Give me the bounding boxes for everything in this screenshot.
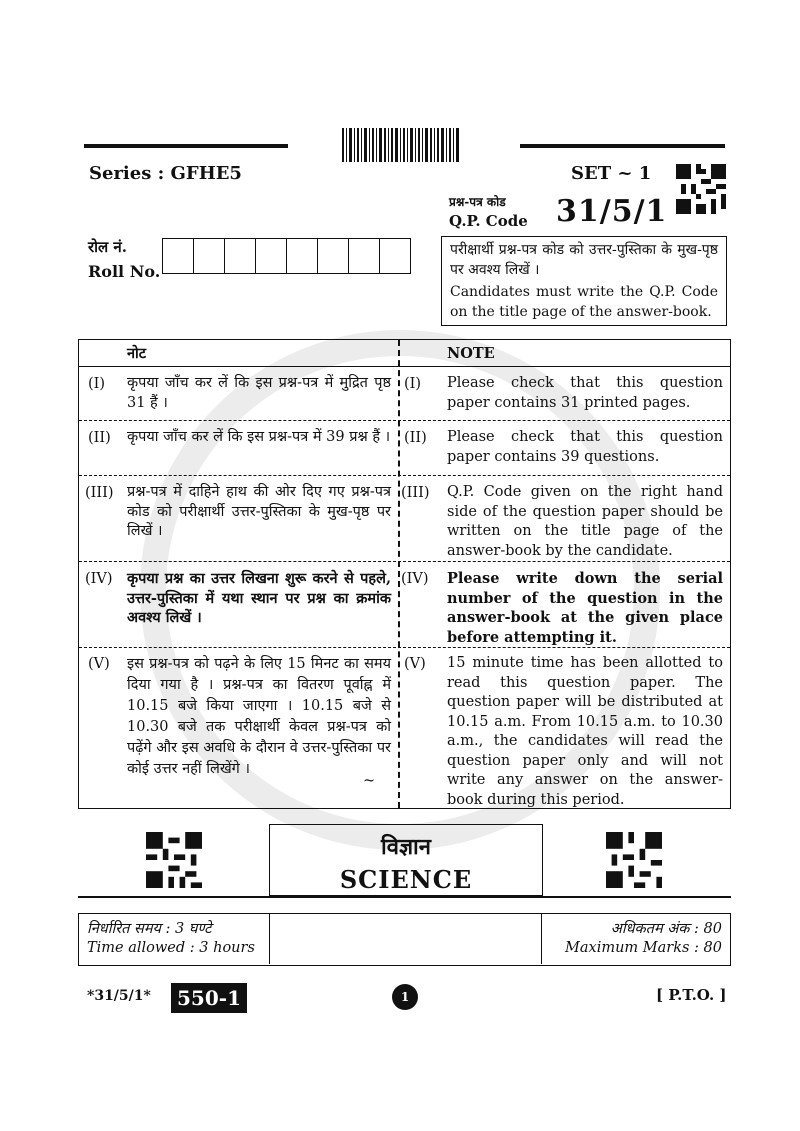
roll-box[interactable] <box>225 239 256 273</box>
barcode-icon <box>342 128 460 162</box>
qp-code-value: 31/5/1 <box>556 194 668 229</box>
note-heading-hindi: नोट <box>127 345 147 362</box>
row-divider <box>79 420 730 421</box>
paper-code: *31/5/1* <box>87 988 151 1004</box>
subject-underline <box>78 896 731 898</box>
row-divider <box>79 366 730 367</box>
time-marks-bar <box>78 913 731 966</box>
row-number-hindi: (II) <box>88 430 111 446</box>
roll-box[interactable] <box>163 239 194 273</box>
row-number-hindi: (IV) <box>85 571 113 587</box>
qr-code-icon <box>146 832 202 888</box>
row-divider <box>79 561 730 562</box>
roll-box[interactable] <box>380 239 410 273</box>
paper-tag: 550-1 <box>171 983 247 1013</box>
subject-title: SCIENCE <box>339 865 473 894</box>
note-english-2: Please check that this question paper contains 39 questions. <box>447 429 723 465</box>
row-divider <box>79 475 730 476</box>
max-marks-box <box>541 914 730 964</box>
candidate-instruction-english: Candidates must write the Q.P. Code on the title page of the answer-book. <box>450 284 718 320</box>
subject-title-hindi: विज्ञान <box>381 834 431 860</box>
roll-box[interactable] <box>318 239 349 273</box>
candidate-instruction-hindi: परीक्षार्थी प्रश्न-पत्र कोड को उत्तर-पुस्तिका के मुख-पृष्ठ पर अवश्य लिखें । <box>450 242 718 278</box>
roll-number-boxes[interactable] <box>162 238 411 274</box>
note-english-1: Please check that this question paper contains 31 printed pages. <box>447 375 723 411</box>
max-marks: Maximum Marks : 80 <box>565 940 722 956</box>
tilde-mark: ~ <box>363 773 376 789</box>
note-hindi-1: कृपया जाँच कर लें कि इस प्रश्न-पत्र में मुद्रित पृष्ठ 31 हैं । <box>127 375 391 411</box>
roll-label: Roll No. <box>88 262 161 281</box>
candidate-instruction-box <box>441 236 727 326</box>
row-number: (IV) <box>401 571 429 587</box>
set-label: SET ~ 1 <box>571 163 652 184</box>
qr-code-icon <box>676 164 726 214</box>
note-heading: NOTE <box>447 345 495 362</box>
time-allowed: Time allowed : 3 hours <box>87 940 255 956</box>
note-hindi-4: कृपया प्रश्न का उत्तर लिखना शुरू करने से पहले, उत्तर-पुस्तिका में यथा स्थान पर प्रश्न का क्रमांक अवश्य लिखें । <box>127 570 391 626</box>
note-english-4: Please write down the serial number of the question in the answer-book at the given place before attempting it. <box>447 570 723 646</box>
note-hindi-3: प्रश्न-पत्र में दाहिने हाथ की ओर दिए गए प्रश्न-पत्र कोड को परीक्षार्थी उत्तर-पुस्तिका के मुख-पृष्ठ पर लिखें । <box>127 484 391 539</box>
row-number-hindi: (V) <box>88 656 110 672</box>
row-number: (V) <box>404 656 426 672</box>
row-number-hindi: (I) <box>88 376 106 392</box>
roll-label-hindi: रोल नं. <box>88 238 127 256</box>
qr-code-icon <box>606 832 662 888</box>
column-divider <box>398 340 400 808</box>
note-english-3: Q.P. Code given on the right hand side of the question paper should be written on the title page of the answer-book by the candidate. <box>447 484 723 559</box>
max-marks-hindi: अधिकतम अंक : 80 <box>610 921 722 937</box>
pto-label: [ P.T.O. ] <box>656 986 727 1004</box>
series-label: Series : GFHE5 <box>89 163 242 184</box>
time-allowed-box <box>79 914 270 964</box>
roll-box[interactable] <box>194 239 225 273</box>
note-hindi-5: इस प्रश्न-पत्र को पढ़ने के लिए 15 मिनट का समय दिया गया है । प्रश्न-पत्र का वितरण पूर्वाह्न में 10.15 बजे किया जाएगा । 10.15 बजे से 10.30 बजे तक परीक्षार्थी केवल प्रश्न-पत्र को पढ़ेंगे और इस अवधि के दौरान वे उत्तर-पुस्तिका पर कोई उत्तर नहीं लिखेंगे । <box>127 656 391 777</box>
row-number: (I) <box>404 376 422 392</box>
row-divider <box>79 647 730 648</box>
top-rule-right <box>520 144 725 148</box>
qp-code-label: Q.P. Code <box>449 212 528 230</box>
note-hindi-2: कृपया जाँच कर लें कि इस प्रश्न-पत्र में 39 प्रश्न हैं । <box>127 429 391 445</box>
roll-box[interactable] <box>349 239 380 273</box>
subject-title-box <box>269 824 543 896</box>
row-number: (III) <box>401 485 430 501</box>
time-allowed-hindi: निर्धारित समय : 3 घण्टे <box>87 921 212 937</box>
roll-box[interactable] <box>256 239 287 273</box>
page-number: 1 <box>392 984 418 1010</box>
row-number: (II) <box>404 430 427 446</box>
row-number-hindi: (III) <box>85 485 114 501</box>
roll-box[interactable] <box>287 239 318 273</box>
note-english-5: 15 minute time has been allotted to read this question paper. The question paper will be distributed at 10.15 a.m. From 10.15 a.m. to 10.30 a.m., the candidates will read the question paper only and will not write any answer on the answer-book during this period. <box>447 655 723 808</box>
top-rule-left <box>84 144 288 148</box>
notes-table <box>78 339 731 809</box>
qp-code-label-hindi: प्रश्न-पत्र कोड <box>449 195 506 209</box>
